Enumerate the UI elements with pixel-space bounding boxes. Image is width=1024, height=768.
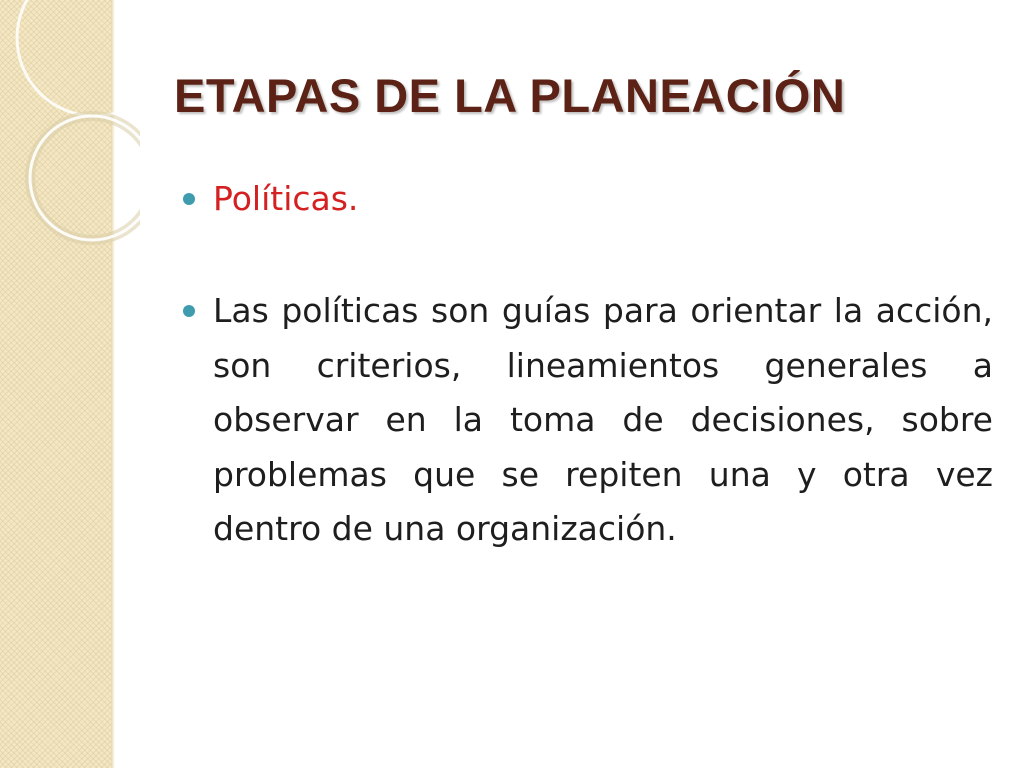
bullet-text: Las políticas son guías para orientar la acción, son criterios, lineamientos generales a observar en la toma de decisiones, sobre problemas que se repiten una y otra vez dentro de una organización. bbox=[213, 291, 993, 548]
bullet-item-policies bbox=[183, 172, 993, 226]
bullet-list bbox=[183, 172, 993, 557]
bullet-text: Políticas. bbox=[213, 179, 359, 218]
bullet-item-definition bbox=[183, 284, 993, 557]
bullet-dot-icon bbox=[183, 305, 195, 317]
bullet-dot-icon bbox=[183, 193, 195, 205]
decorative-rings bbox=[0, 0, 140, 260]
slide-title: ETAPAS DE LA PLANEACIÓN bbox=[174, 69, 846, 122]
